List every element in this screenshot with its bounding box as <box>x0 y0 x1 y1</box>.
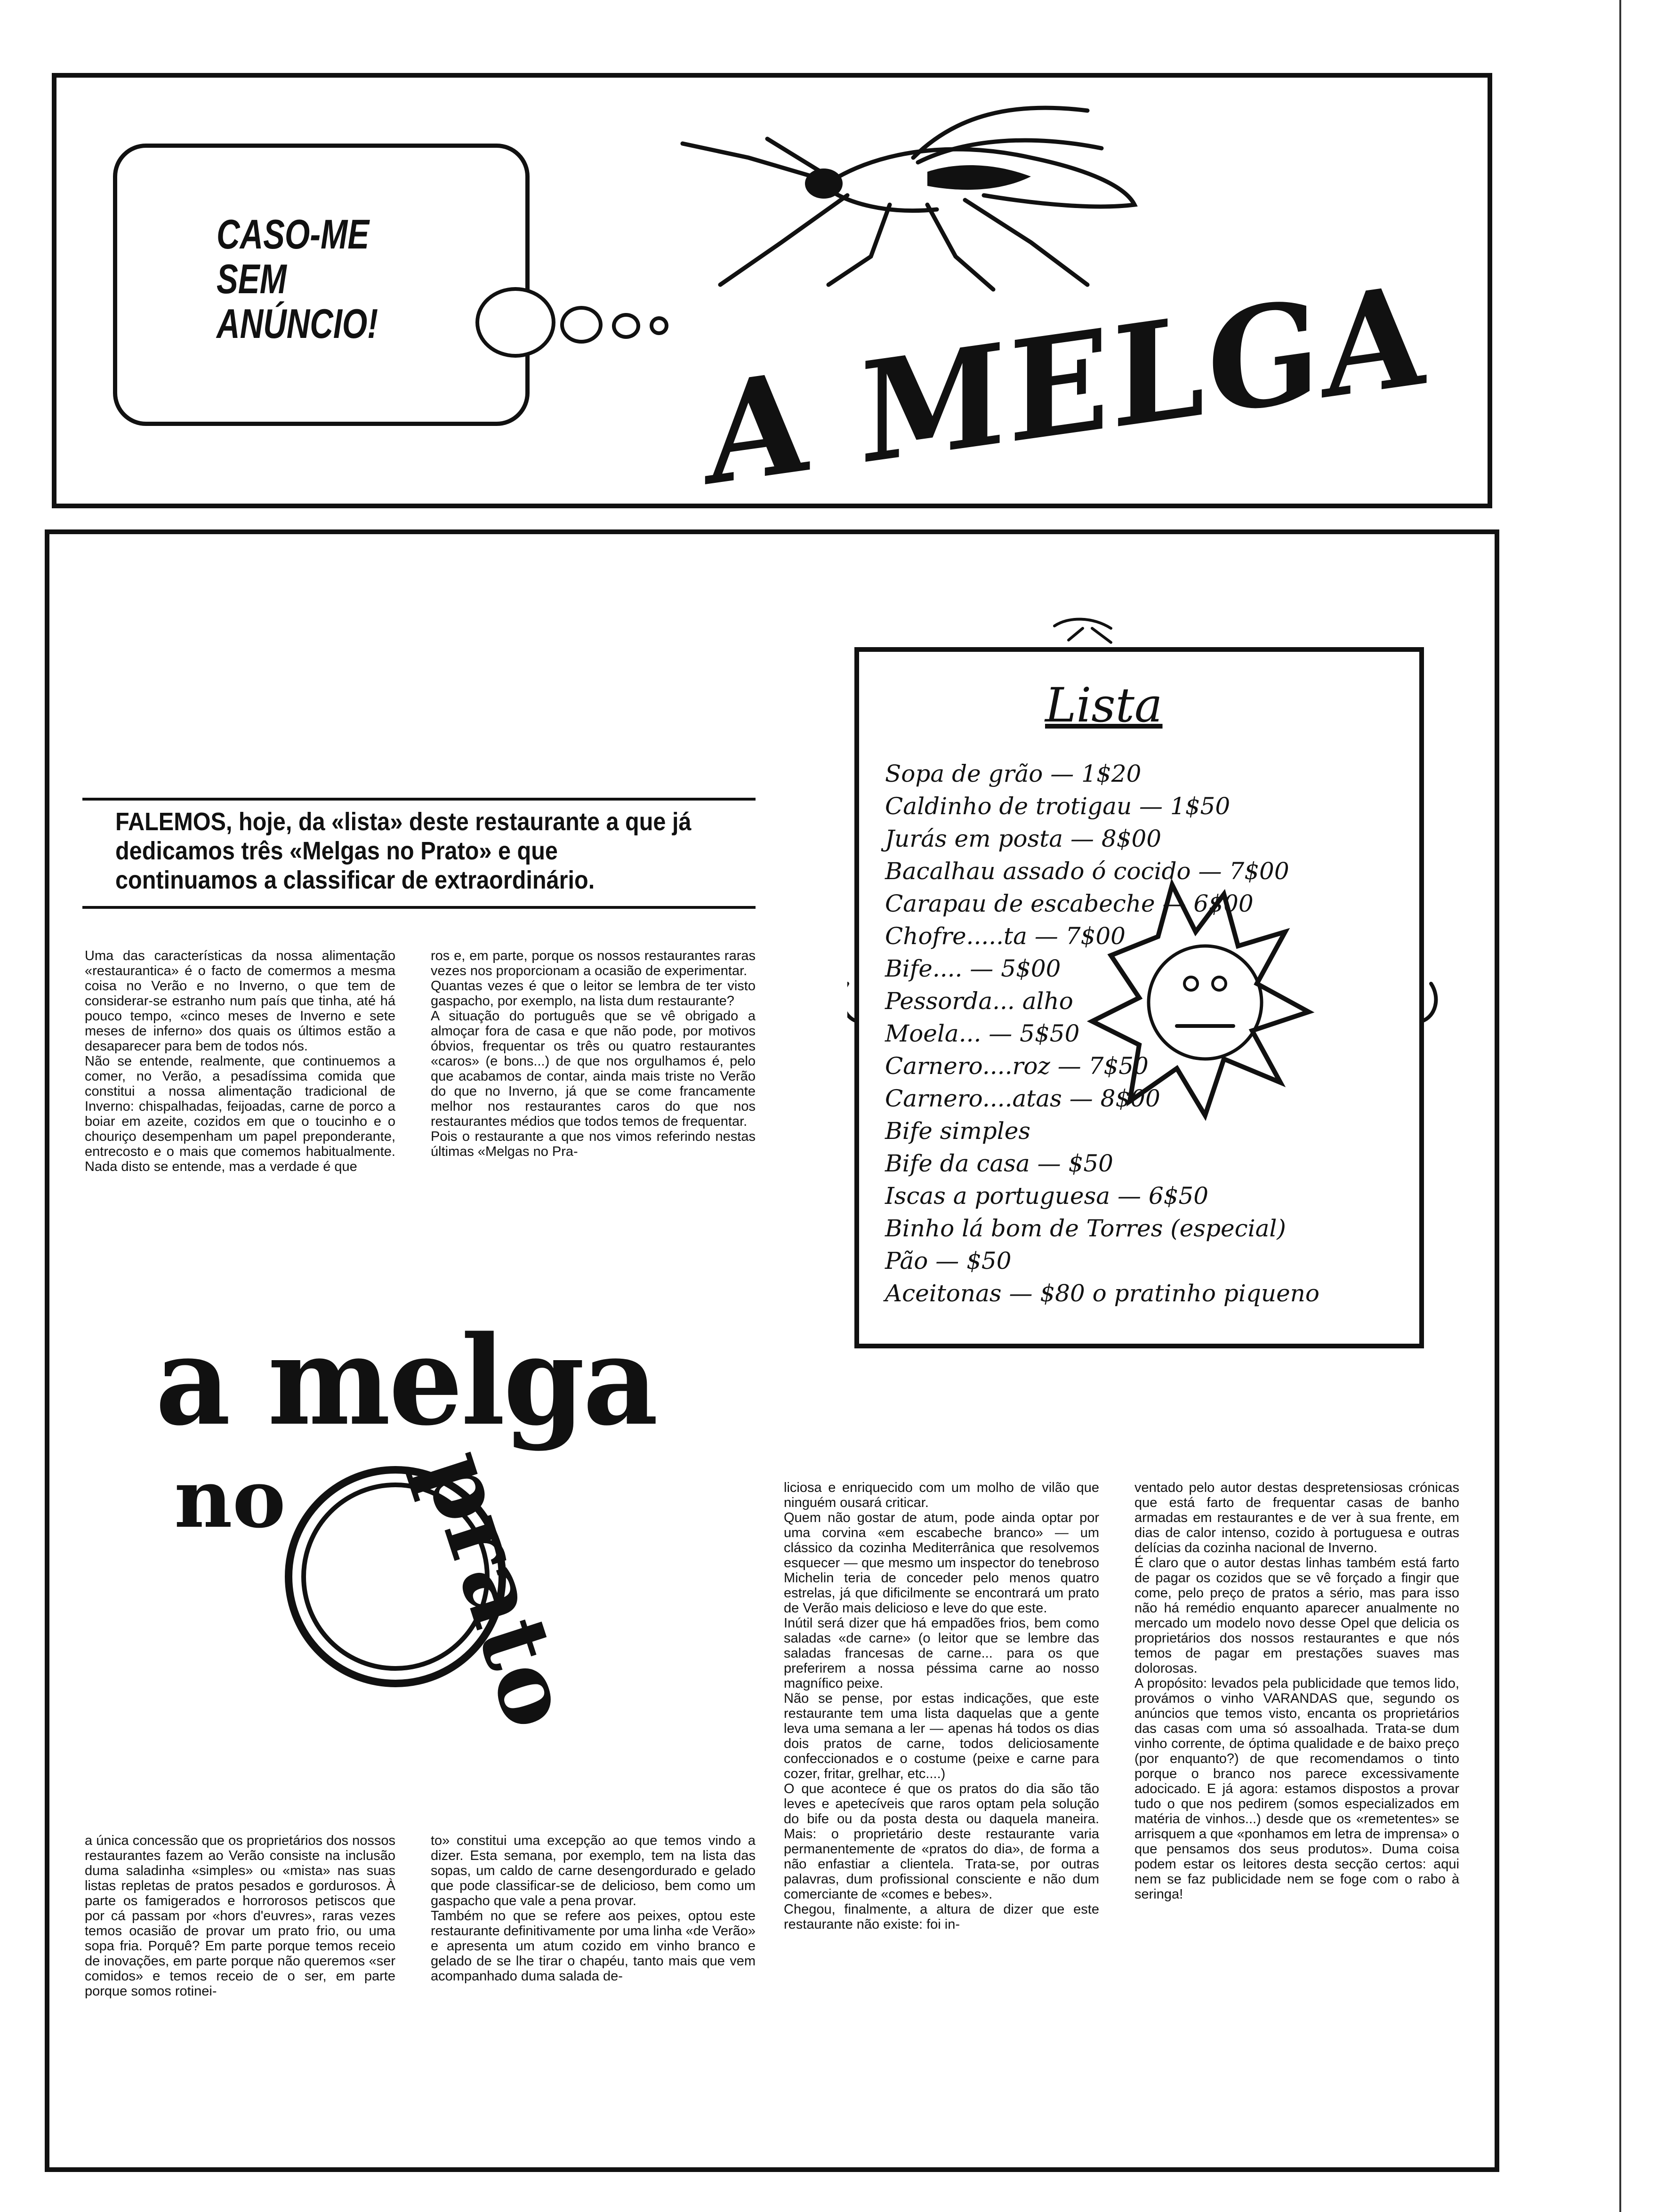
menu-item: Bife.... — 5$00 <box>885 955 1061 982</box>
paragraph: ventado pelo autor destas despretensiosas crónicas que está farto de frequentar casas de banho armadas em restaurantes e de ver à sua frente, em dias de calor intenso, cozido à portuguesa e outras delícias da cozinha nacional de Inverno. <box>1134 1480 1459 1555</box>
paragraph: Pois o restaurante a que nos vimos referindo nestas últimas «Melgas no Pra- <box>431 1129 756 1159</box>
paragraph: A situação do português que se vê obrigado a almoçar fora de casa e que não pode, por motivos óbvios, frequentar os três ou quatro restaurantes «caros» (e bons...) de que nos orgulhamos é, pelo que acabamos de contar, ainda mais triste no Verão do que no Inverno, já que se come francamente melhor nos restaurantes caros do que nos restaurantes médios que todos temos de frequentar. <box>431 1009 756 1129</box>
bubble-dot <box>650 316 668 335</box>
bubble-line: CASO-ME <box>217 211 370 257</box>
intro-text: FALEMOS, hoje, da «lista» deste restaurante a que já dedicamos três «Melgas no Prato» e que continuamos a classificar de extraordinário. <box>115 808 692 894</box>
masthead-logo: A MELGA <box>706 253 1428 517</box>
paragraph: a única concessão que os proprietários dos nossos restaurantes fazem ao Verão consiste na inclusão duma saladinha «simples» ou «mista» nas suas listas repletas de pratos pesados e gordurosos. À parte os famigerados e horrorosos petiscos que por cá passam por «hors d'euvres», raras vezes temos ocasião de provar um prato frio, ou uma sopa fria. Porquê? Em parte porque temos receio de inovações, em parte porque não queremos «ser comidos» e temos receio de o ser, em parte porque somos rotinei- <box>85 1833 395 1999</box>
bubble-dot <box>475 287 555 358</box>
menu-item: Caldinho de trotigau — 1$50 <box>885 793 1231 820</box>
section-title-prato: prato <box>402 1437 595 1741</box>
paragraph: Não se pense, por estas indicações, que este restaurante tem uma lista daquelas que a gente leva uma semana a ler — apenas há todos os dias dois pratos de carne, todos deliciosamente confeccionados e o costume (peixe e carne para cozer, fritar, grelhar, etc....) <box>784 1691 1099 1781</box>
paragraph: Quantas vezes é que o leitor se lembra de ter visto gaspacho, por exemplo, na lista dum restaurante? <box>431 978 756 1009</box>
article-column <box>431 1833 756 1984</box>
article-column <box>85 948 395 1174</box>
menu-list <box>885 758 1417 1310</box>
bubble-line: ANÚNCIO! <box>217 300 378 347</box>
intro-rule <box>82 906 756 909</box>
paragraph: Também no que se refere aos peixes, optou este restaurante definitivamente por uma linha «de Verão» e apresenta um atum cozido em vinho branco e gelado de se lhe tirar o chapéu, tanto mais que vem acompanhado duma salada de- <box>431 1908 756 1984</box>
menu-item: Binho lá bom de Torres (especial) <box>885 1215 1286 1242</box>
paragraph: liciosa e enriquecido com um molho de vilão que ninguém ousará criticar. <box>784 1480 1099 1510</box>
article-column <box>431 948 756 1159</box>
paragraph: ros e, em parte, porque os nossos restaurantes raras vezes nos proporcionam a ocasião de experimentar. <box>431 948 756 978</box>
bubble-text <box>217 212 378 346</box>
menu-item: Iscas a portuguesa — 6$50 <box>885 1182 1209 1210</box>
menu-item: Carnero....roz — 7$50 <box>885 1052 1149 1080</box>
paragraph: Uma das características da nossa alimentação «restaurantica» é o facto de comermos a mesma coisa no Verão e no Inverno, o que tem de considerar-se estranho num país que tinha, até há pouco tempo, «cinco meses de Inverno e sete meses de inferno» dos quais os últimos estão a desaparecer para bem de todos nós. <box>85 948 395 1054</box>
menu-item: Moela... — 5$50 <box>885 1020 1080 1047</box>
menu-item: Chofre.....ta — 7$00 <box>885 922 1126 950</box>
article-column <box>784 1480 1099 1932</box>
section-title-no: no <box>174 1452 286 1546</box>
mosquito-illustration <box>626 87 1144 294</box>
menu-item: Carapau de escabeche — 6$00 <box>885 890 1254 917</box>
article-column <box>85 1833 395 1999</box>
paragraph: A propósito: levados pela publicidade que temos lido, provámos o vinho VARANDAS que, segundo os anúncios que temos visto, encanta os proprietários das casas com uma só assoalhada. Trata-se dum vinho corrente, de óptima qualidade e de baixo preço (por enquanto?) de que recomendamos o tinto porque o branco nos parece excessivamente adocicado. E já agora: estamos dispostos a provar tudo o que nos pedirem (somos especializados em matéria de vinhos...) desde que os «remetentes» se arrisquem a que «ponhamos em letra de imprensa» o que pensamos dos seus produtos». Duma coisa podem estar os leitores desta secção certos: aqui nem se faz publicidade nem se foge com o rabo à seringa! <box>1134 1676 1459 1902</box>
paragraph: Quem não gostar de atum, pode ainda optar por uma corvina «em escabeche branco» — um clássico da cozinha Mediterrânica que resolvemos esquecer — que mesmo um inspector do tenebroso Michelin teria de conceder pelo menos quatro estrelas, já que dificilmente se encontrará um prato de Verão mais delicioso e leve do que este. <box>784 1510 1099 1616</box>
menu-item: Pessorda... alho <box>885 987 1073 1015</box>
paragraph: Não se entende, realmente, que continuemos a comer, no Verão, a pesadíssima comida que constitui a nossa alimentação tradicional de Inverno: chispalhadas, feijoadas, carne de porco a boiar em azeite, cozidos em que o toucinho e o chouriço desempenham um papel preponderante, entrecosto e o mais que comemos habitualmente. Nada disto se entende, mas a verdade é que <box>85 1054 395 1174</box>
article-column <box>1134 1480 1459 1902</box>
paragraph: Inútil será dizer que há empadões frios, bem como saladas «de carne» (o leitor que se lembre das saladas francesas de carne... para os que preferirem a nossa péssima carne ao nosso magnífico peixe. <box>784 1616 1099 1691</box>
paragraph: É claro que o autor destas linhas também está farto de pagar os cozidos que se vê forçado a fingir que come, pelo preço de pratos a sério, mas para isso não há remédio enquanto aparecer anualmente no mercado um modelo novo desse Opel que delicia os proprietários dos nossos restaurantes e que nós temos de pagar em prestações suaves mas dolorosas. <box>1134 1555 1459 1676</box>
paragraph: O que acontece é que os pratos do dia são tão leves e apetecíveis que raros optam pela solução do bife ou da posta desta ou daquela maneira. Mais: o proprietário deste restaurante varia permanentemente de «pratos do dia», de forma a não enfastiar a clientela. Trata-se, por outras palavras, dum profissional consciente e não dum comerciante de «comes e bebes». <box>784 1781 1099 1902</box>
menu-item: Bacalhau assado ó cocido — 7$00 <box>885 858 1289 885</box>
menu-heading: Lista <box>1045 678 1163 733</box>
menu-item: Jurás em posta — 8$00 <box>885 825 1162 852</box>
left-margin-rule <box>1619 0 1621 2212</box>
menu-item: Aceitonas — $80 o pratinho piqueno <box>885 1280 1319 1307</box>
menu-item: Carnero....atas — 8$00 <box>885 1085 1160 1112</box>
menu-item: Bife simples <box>885 1117 1031 1145</box>
menu-item: Pão — $50 <box>885 1247 1012 1274</box>
bubble-dot <box>560 306 603 344</box>
bubble-dot <box>612 313 640 339</box>
bubble-line: SEM <box>217 256 287 302</box>
paragraph: Chegou, finalmente, a altura de dizer que este restaurante não existe: foi in- <box>784 1902 1099 1932</box>
menu-item: Bife da casa — $50 <box>885 1150 1113 1177</box>
menu-item: Sopa de grão — 1$20 <box>885 760 1142 787</box>
intro-rule <box>82 798 756 801</box>
section-title: a melga <box>155 1309 657 1453</box>
paragraph: to» constitui uma excepção ao que temos vindo a dizer. Esta semana, por exemplo, tem na lista das sopas, um caldo de carne desengordurado e gelado que pode classificar-se de delicioso, bem como um gaspacho que vale a pena provar. <box>431 1833 756 1908</box>
